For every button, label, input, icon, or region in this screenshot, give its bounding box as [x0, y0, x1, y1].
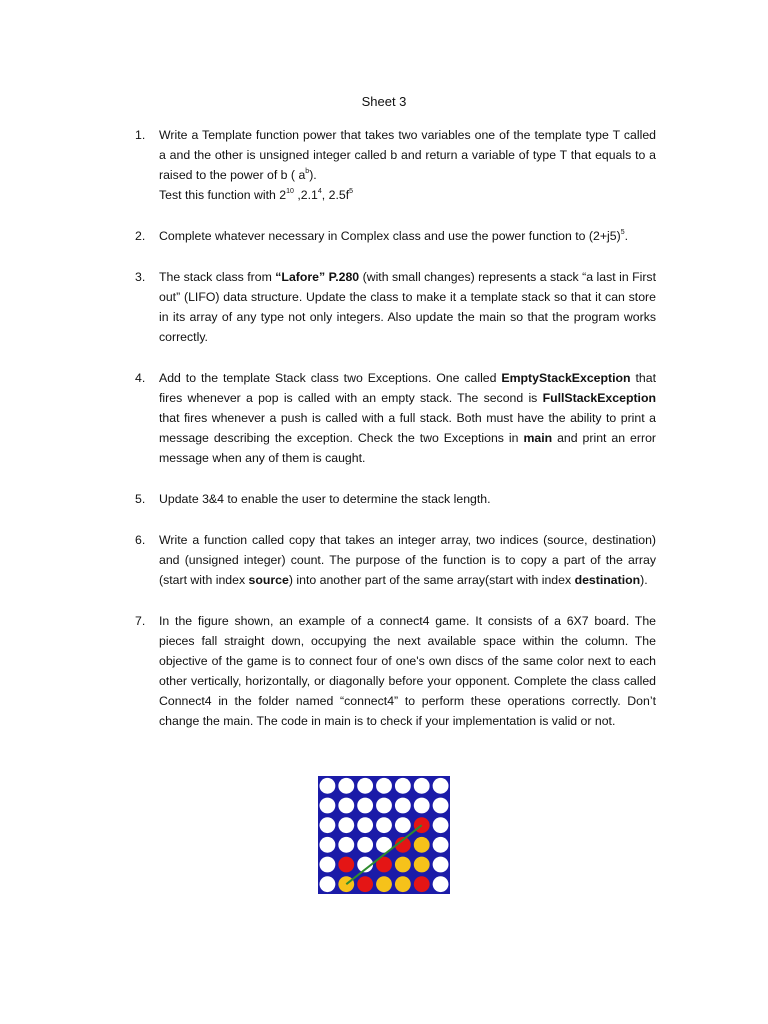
item-number: 5. [135, 492, 146, 506]
red-disc [357, 876, 373, 892]
empty-slot [357, 817, 373, 833]
item-text: ) into another part of the same array(start with index [288, 573, 575, 587]
item-body [159, 267, 656, 347]
empty-slot [338, 817, 354, 833]
item-number: 4. [135, 371, 146, 385]
red-disc [414, 876, 430, 892]
empty-slot [395, 778, 411, 794]
exercise-item-1 [136, 125, 656, 205]
empty-slot [320, 778, 336, 794]
empty-slot [376, 778, 392, 794]
empty-slot [414, 798, 430, 814]
item-body [159, 489, 656, 509]
item-text: Write a function called copy that takes an integer array, two indices (source, destination) and (unsigned integer) count. The purpose of the function is to copy a part of the array (start with index [159, 533, 656, 587]
empty-slot [433, 778, 449, 794]
item-text: and print an error message when any of them is caught. [159, 431, 657, 465]
item-text: In the figure shown, an example of a connect4 game. It consists of a 6X7 board. The pieces fall straight down, occupying the next available space within the column. The objective of the game is to connect four of one's own discs of the same color next to each other vertically, horizontally, or diagonally before your opponent. Complete the class called Connect4 in the folder named “connect4” to perform these operations correctly. Don’t change the main. The code in main is to check if your implementation is valid or not. [159, 614, 656, 728]
item-text: that fires whenever a push is called with a full stack. Both must have the ability to print a message describing the exception. Check the two Exceptions in [159, 411, 656, 445]
superscript: 5 [349, 188, 354, 195]
empty-slot [433, 817, 449, 833]
bold-term: main [523, 431, 553, 445]
empty-slot [376, 798, 392, 814]
empty-slot [376, 817, 392, 833]
empty-slot [433, 876, 449, 892]
item-text: , 2.5f [321, 188, 350, 202]
empty-slot [320, 817, 336, 833]
empty-slot [414, 778, 430, 794]
item-number: 7. [135, 614, 146, 628]
item-text: ). [640, 573, 648, 587]
exercise-item-4 [136, 368, 656, 468]
connect4-board [318, 776, 450, 894]
yellow-disc [395, 876, 411, 892]
superscript: 10 [286, 188, 294, 195]
yellow-disc [395, 857, 411, 873]
item-text: Test this function with 2 [159, 188, 287, 202]
bold-term: FullStackException [542, 391, 656, 405]
empty-slot [320, 798, 336, 814]
item-number: 6. [135, 533, 146, 547]
empty-slot [357, 837, 373, 853]
bold-reference: “Lafore” P.280 [275, 270, 360, 284]
bold-term: EmptyStackException [501, 371, 631, 385]
exercise-item-5 [136, 489, 656, 509]
item-text: Write a Template function power that takes two variables one of the template type T called a and the other is unsigned integer called b and return a variable of type T that equals to a raised to the power of b ( a [159, 128, 656, 182]
red-disc [338, 857, 354, 873]
exercise-list [136, 125, 656, 752]
empty-slot [433, 837, 449, 853]
yellow-disc [414, 857, 430, 873]
item-number: 2. [135, 229, 146, 243]
bold-term: destination [574, 573, 641, 587]
item-text: ,2.1 [293, 188, 318, 202]
superscript: 4 [317, 188, 322, 195]
empty-slot [357, 798, 373, 814]
item-text: Complete whatever necessary in Complex class and use the power function to (2+j5) [159, 229, 621, 243]
empty-slot [338, 798, 354, 814]
superscript: b [305, 168, 310, 175]
empty-slot [320, 876, 336, 892]
item-text: Update 3&4 to enable the user to determine the stack length. [159, 492, 491, 506]
yellow-disc [376, 876, 392, 892]
empty-slot [320, 857, 336, 873]
item-text: Add to the template Stack class two Exceptions. One called [159, 371, 502, 385]
item-body [159, 226, 656, 246]
superscript: 5 [620, 229, 625, 236]
exercise-item-6 [136, 530, 656, 590]
empty-slot [338, 837, 354, 853]
item-body [159, 611, 656, 731]
exercise-item-7 [136, 611, 656, 731]
item-body [159, 530, 656, 590]
winning-line [346, 825, 421, 884]
item-text: The stack class from [159, 270, 276, 284]
item-text: ). [309, 168, 317, 182]
item-text: . [624, 229, 629, 243]
connect4-figure [318, 776, 450, 894]
bold-term: source [248, 573, 289, 587]
empty-slot [395, 817, 411, 833]
exercise-item-3 [136, 267, 656, 347]
exercise-item-2 [136, 226, 656, 246]
page-title: Sheet 3 [361, 94, 407, 109]
yellow-disc [414, 837, 430, 853]
empty-slot [433, 857, 449, 873]
empty-slot [338, 778, 354, 794]
item-text: that fires whenever a pop is called with an empty stack. The second is [159, 371, 656, 405]
item-text: (with small changes) represents a stack “a last in First out” (LIFO) data structure. Update the class to make it a template stack so that it can store in its array of any type not only integers. Also update the main so that the program works correctly. [159, 270, 656, 344]
item-number: 3. [135, 270, 146, 284]
empty-slot [357, 778, 373, 794]
empty-slot [320, 837, 336, 853]
item-body [159, 368, 656, 468]
empty-slot [433, 798, 449, 814]
item-body [159, 125, 656, 205]
item-number: 1. [135, 128, 146, 142]
empty-slot [395, 798, 411, 814]
